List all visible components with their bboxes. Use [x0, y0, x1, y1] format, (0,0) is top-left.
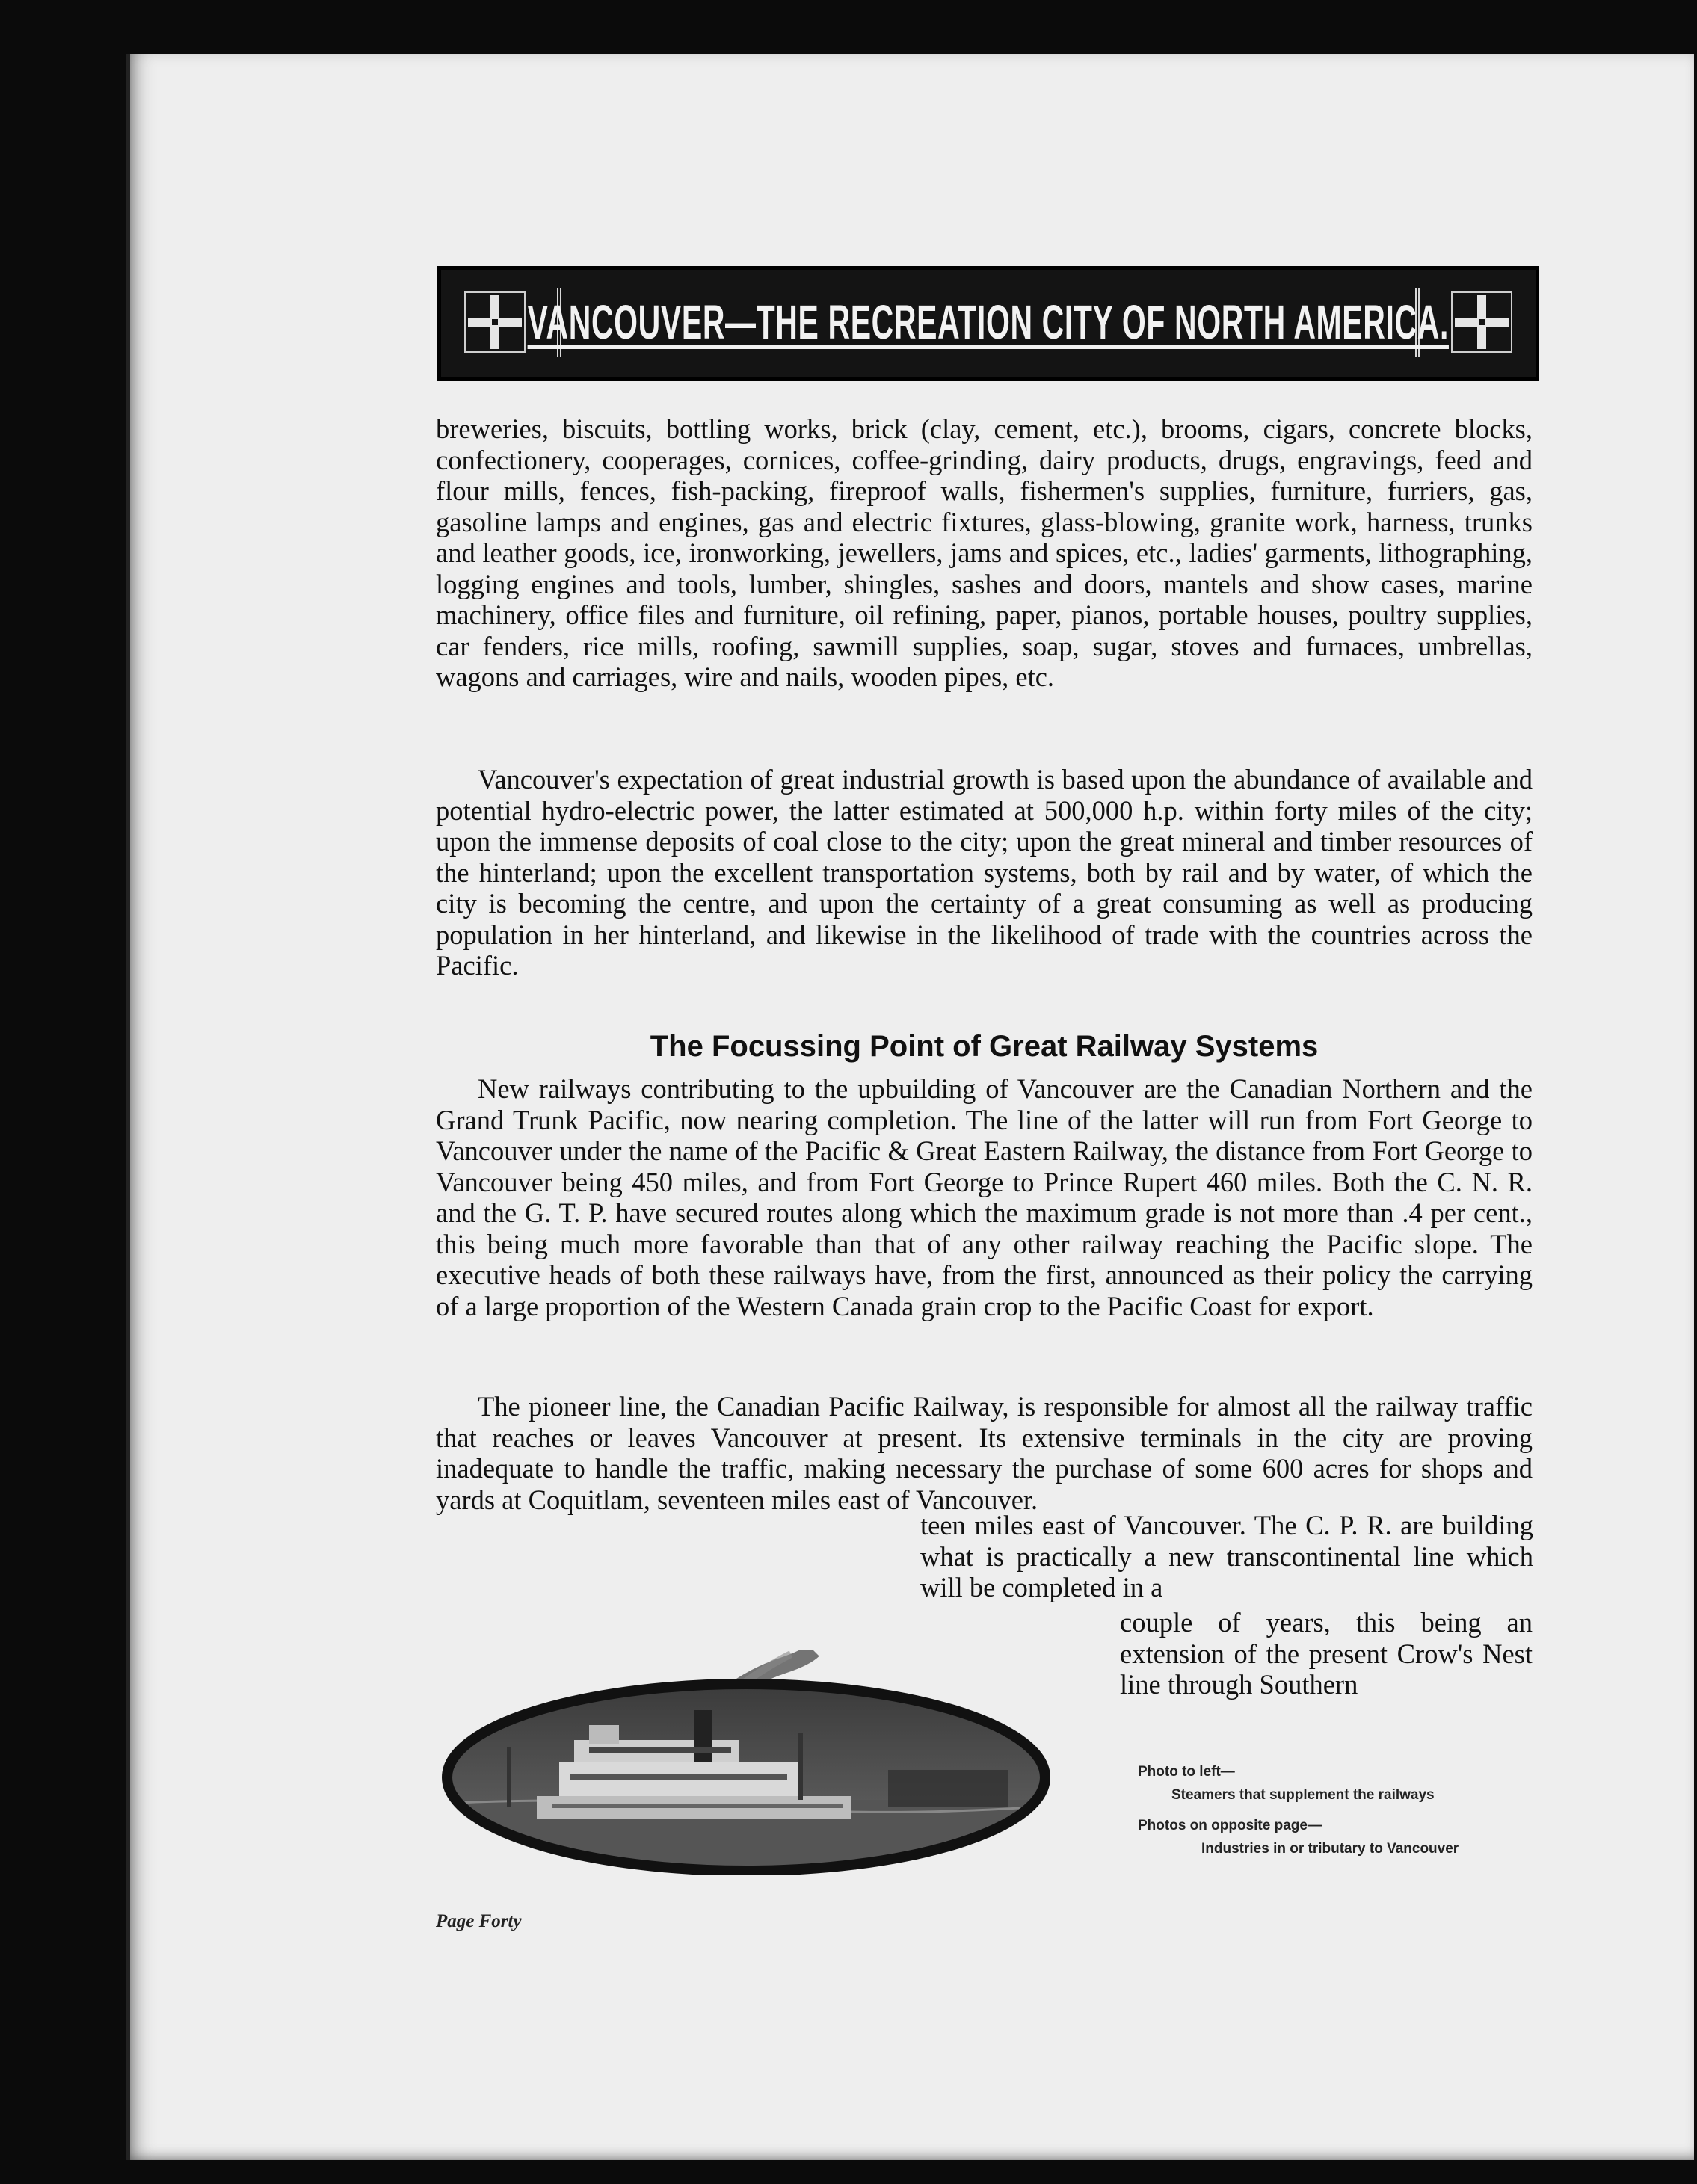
page-number: Page Forty	[436, 1911, 522, 1931]
paragraph-expectation: Vancouver's expectation of great industrial growth is based upon the abundance of available and potential hydro-electric power, the latter estimated at 500,000 h.p. within forty miles of the city; upon the immense deposits of coal close to the city; upon the great mineral and timber resources of the hinterland; upon the excellent transportation systems, both by rail and by water, of which the city is becoming the centre, and upon the certainty of a great consuming as well as producing population in her hinterland, and likewise in the likelihood of trade with the countries across the Pacific.	[436, 764, 1533, 981]
paragraph-industries: breweries, biscuits, bottling works, brick (clay, cement, etc.), brooms, cigars, concrete blocks, confectionery, cooperages, cornices, coffee-grinding, dairy products, drugs, engravings, feed and flour mills, fences, fish-packing, fireproof walls, fishermen's supplies, furniture, furriers, gas, gasoline lamps and engines, gas and electric fixtures, glass-blowing, granite work, harness, trunks and leather goods, ice, ironworking, jewellers, jams and spices, etc., ladies' garments, lithographing, logging engines and tools, lumber, shingles, sashes and doors, mantels and show cases, marine machinery, office files and furniture, oil refining, paper, pianos, portable houses, poultry supplies, car fenders, rice mills, roofing, sawmill supplies, soap, sugar, stoves and furnaces, umbrellas, wagons and carriages, wire and nails, wooden pipes, etc.	[436, 413, 1533, 692]
paragraph-pioneer-line	[436, 1391, 1533, 1515]
paragraph-pioneer-line-text: The pioneer line, the Canadian Pacific Railway, is responsible for almost all the railway traffic that reaches or leaves Vancouver at present. Its extensive terminals in the city are proving inadequate to handle the traffic, making necessary the purchase of some 600 acres for shops and yards at Coquitlam, seventeen miles east of Vancouver.	[436, 1391, 1533, 1515]
cross-ornament-icon	[458, 286, 532, 358]
steamer-photo	[440, 1650, 1082, 1875]
caption-left-text: Steamers that supplement the railways	[1171, 1787, 1435, 1803]
paragraph-new-railways: New railways contributing to the upbuilding of Vancouver are the Canadian Northern and the Grand Trunk Pacific, now nearing completion. The line of the latter will run from Fort George to Vancouver under the name of the Pacific & Great Eastern Railway, the distance from Fort George to Vancouver being 450 miles, and from Fort George to Prince Rupert 460 miles. Both the C. N. R. and the G. T. P. have secured routes along which the maximum grade is not more than .4 per cent., this being much more favorable than that of any other railway reaching the Pacific slope. The executive heads of both these railways have, from the first, announced as their policy the carrying of a large proportion of the Western Canada grain crop to the Pacific Coast for export.	[436, 1073, 1533, 1321]
caption-opposite-text: Industries in or tributary to Vancouver	[1201, 1841, 1459, 1857]
paragraph-pioneer-continued: teen miles east of Vancouver. The C. P. R. are building what is practically a new transcontinental line which will be completed in a	[920, 1510, 1533, 1602]
banner-title-band	[527, 288, 1450, 357]
banner-title: VANCOUVER—THE RECREATION CITY OF NORTH AMERICA.	[527, 295, 1450, 349]
header-banner	[437, 266, 1539, 381]
caption-left-label: Photo to left—	[1138, 1764, 1235, 1780]
caption-opposite-label: Photos on opposite page—	[1138, 1818, 1322, 1833]
paragraph-pioneer-continued-2: couple of years, this being an extension of the present Crow's Nest line through Southern	[1120, 1607, 1533, 1700]
cross-ornament-icon	[1444, 286, 1519, 358]
section-heading: The Focussing Point of Great Railway Systems	[650, 1030, 1319, 1063]
